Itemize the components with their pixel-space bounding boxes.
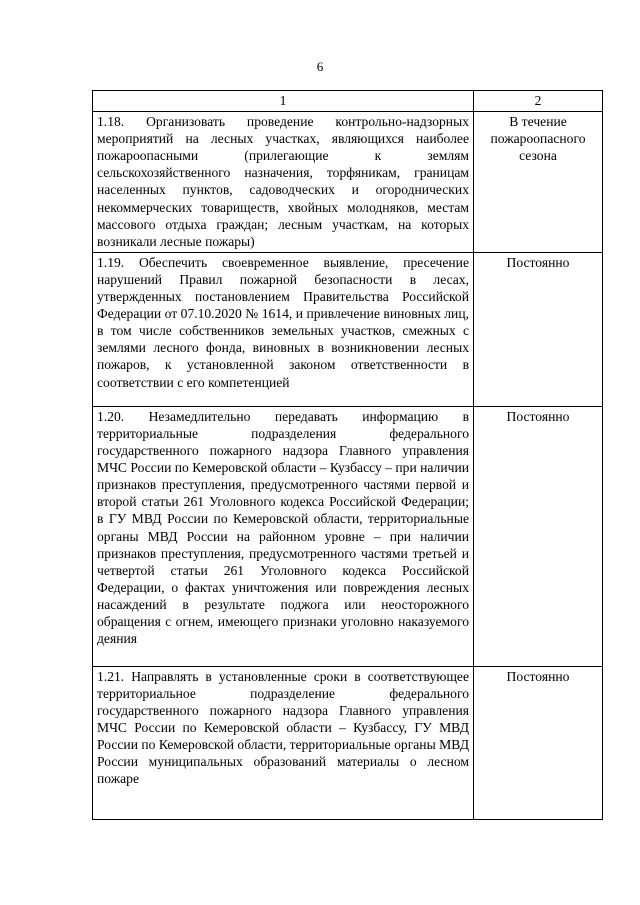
- table-row: [93, 112, 603, 253]
- measure-cell: 1.19. Обеспечить своевременное выявление, пресечение нарушений Правил пожарной безопасности в лесах, утвержденных постановлением Правительства Российской Федерации от 07.10.2020 № 1614, и привлечение виновных лиц, в том числе собственников земельных участков, смежных с землями лесного фонда, виновных в возникновении лесных пожаров, к установленной законом ответственности в соответствии с его компетенцией: [93, 252, 474, 406]
- page-number: 6: [316, 59, 324, 74]
- measure-cell: 1.20. Незамедлительно передавать информацию в территориальные подразделения федерального государственного пожарного надзора Главного управления МЧС России по Кемеровской области – Кузбассу – при наличии признаков преступления, предусмотренного частями первой и второй статьи 261 Уголовного кодекса Российской Федерации; в ГУ МВД России по Кемеровской области, территориальные органы МВД России на районном уровне – при наличии признаков преступления, предусмотренного частями третьей и четвертой статьи 261 Уголовного кодекса Российской Федерации, о фактах уничтожения или повреждения лесных насаждений в результате поджога или неосторожного обращения с огнем, имеющего признаки уголовно наказуемого деяния: [93, 406, 474, 666]
- table-row: [93, 252, 603, 406]
- table-header-row: [93, 91, 603, 112]
- term-cell: Постоянно: [474, 252, 603, 406]
- column-header-measure: 1: [93, 91, 474, 112]
- term-cell: Постоянно: [474, 666, 603, 819]
- column-header-term: 2: [474, 91, 603, 112]
- table-row: [93, 406, 603, 666]
- term-cell: Постоянно: [474, 406, 603, 666]
- table-row: [93, 666, 603, 819]
- measure-cell: 1.18. Организовать проведение контрольно-надзорных мероприятий на лесных участках, являющихся наиболее пожароопасными (прилегающие к землям сельскохозяйственного назначения, торфяникам, границам населенных пунктов, садоводческих и огороднических некоммерческих товариществ, хвойных молодняков, местам массового отдыха граждан; лесным участкам, на которых возникали лесные пожары): [93, 112, 474, 253]
- measures-table: [92, 90, 603, 820]
- measure-cell: 1.21. Направлять в установленные сроки в соответствующее территориальное подразделение федерального государственного пожарного надзора Главного управления МЧС России по Кемеровской области – Кузбассу, ГУ МВД России по Кемеровской области, территориальные органы МВД России муниципальных образований материалы о лесном пожаре: [93, 666, 474, 819]
- term-cell: В течение пожароопасного сезона: [474, 112, 603, 253]
